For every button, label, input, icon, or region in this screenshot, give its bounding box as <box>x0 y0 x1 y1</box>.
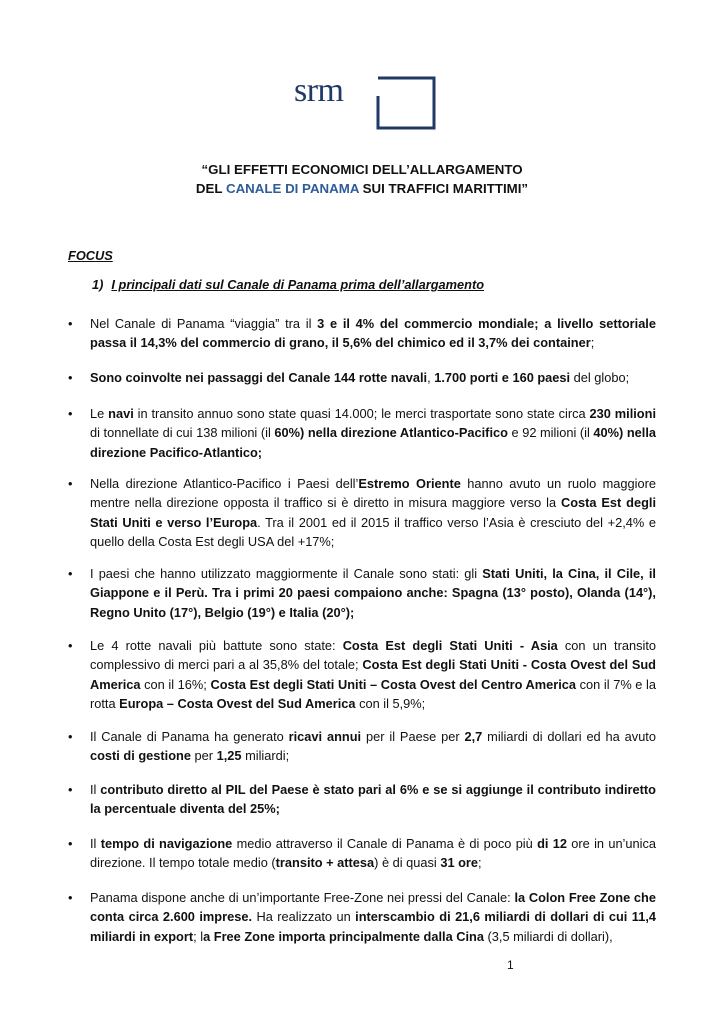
text-segment: hanno avuto un ruolo maggiore mentre nella direzione opposta il traffico si è diretto in misura maggiore verso la <box>90 476 656 511</box>
bold-text: 1,25 <box>216 748 242 764</box>
bold-text: navi <box>108 406 134 421</box>
bold-text: Estremo Oriente <box>358 476 461 491</box>
bullet-text <box>90 474 656 551</box>
bold-text: transito + attesa <box>275 855 375 871</box>
bullet-item <box>68 474 656 551</box>
text-segment: Il <box>90 782 101 797</box>
bullet-item <box>68 564 656 622</box>
bold-text: costi di gestione <box>90 748 191 764</box>
bullet-icon: • <box>68 406 73 421</box>
bold-text: interscambio di 21,6 miliardi di dollari di cui 11,4 miliardi in export <box>90 909 656 944</box>
section-heading <box>92 277 484 292</box>
text-segment: Nella direzione Atlantico-Pacifico i Paesi dell’ <box>90 476 359 491</box>
bullet-text <box>90 314 656 353</box>
page-number: 1 <box>507 958 514 972</box>
bold-text: Costa Est degli Stati Uniti - Costa Ovest del Sud America <box>90 657 656 692</box>
bullet-icon: • <box>68 782 73 797</box>
focus-heading: FOCUS <box>68 248 113 263</box>
bold-text: Costa Est degli Stati Uniti e verso l’Europa <box>90 495 656 530</box>
text-segment: . Tra il 2001 ed il 2015 il traffico verso l’Asia è cresciuto del +2,4% e quello della Costa Est degli USA del +17%; <box>90 514 656 549</box>
bullet-text <box>90 888 656 946</box>
bullet-item <box>68 834 656 873</box>
text-segment: ) è di quasi <box>374 855 441 871</box>
text-segment: (3,5 miliardi di dollari), <box>483 928 613 944</box>
title-line-2: DEL CANALE DI PANAMA SUI TRAFFICI MARITTIMI” <box>195 181 529 196</box>
text-segment: di tonnellate di cui 138 milioni (il <box>90 425 275 441</box>
bold-text: 40%) nella direzione Pacifico-Atlantico; <box>90 425 657 460</box>
text-segment: con un transito complessivo di merci pari a al 35,8% del totale; <box>90 638 656 673</box>
text-segment: Ha realizzato un <box>252 909 356 925</box>
bullet-item <box>68 368 656 387</box>
text-segment: per <box>190 748 217 764</box>
bullet-text <box>90 564 656 622</box>
section-title: I principali dati sul Canale di Panama prima dell’allargamento <box>111 277 485 292</box>
bold-text: Costa Est degli Stati Uniti – Costa Ovest del Centro America <box>210 676 577 692</box>
bold-text: contributo diretto al PIL del Paese è stato pari al 6% e se si aggiunge il contributo indiretto la percentuale diventa del 25%; <box>90 782 656 817</box>
bullet-item <box>68 314 656 353</box>
bold-text: Costa Est degli Stati Uniti - Asia <box>342 638 558 653</box>
bullet-icon: • <box>68 890 73 905</box>
text-segment: Le <box>90 406 109 421</box>
bold-text: 230 milioni <box>589 406 656 421</box>
bullet-item <box>68 636 656 713</box>
bullet-text <box>90 636 656 713</box>
bold-text: ricavi annui <box>288 729 362 744</box>
bold-text: Europa – Costa Ovest del Sud America <box>119 695 356 711</box>
bullet-item <box>68 888 656 946</box>
title-line-1: “GLI EFFETTI ECONOMICI DELL’ALLARGAMENTO <box>201 162 523 177</box>
bold-text: 31 ore <box>440 855 479 871</box>
text-segment: , <box>427 370 435 385</box>
bold-text: di 12 <box>537 836 567 851</box>
bold-text: la Colon Free Zone che conta circa 2.600 imprese. <box>90 890 656 925</box>
text-segment: Panama dispone anche di un’importante Free-Zone nei pressi del Canale: <box>90 890 515 905</box>
bold-text: Stati Uniti, la Cina, il Cile, il Giappone e il Perù. Tra i primi 20 paesi compaiono anche: Spagna (13° posto), Olanda (14°), Regno Unito (17°), Belgio (19°) e Italia (20°); <box>90 566 656 620</box>
text-segment: Il <box>90 836 101 851</box>
title-highlight: CANALE DI PANAMA <box>225 181 359 196</box>
bullet-icon: • <box>68 370 73 385</box>
bold-text: a Free Zone importa principalmente dalla Cina <box>203 928 484 944</box>
text-segment: Le 4 rotte navali più battute sono state: <box>90 638 343 653</box>
bullet-text <box>90 727 656 766</box>
text-segment: Nel Canale di Panama “viaggia” tra il <box>90 316 318 331</box>
bullet-icon: • <box>68 638 73 653</box>
text-segment: I paesi che hanno utilizzato maggiormente il Canale sono stati: gli <box>90 566 483 581</box>
text-segment: con il 16%; <box>140 676 211 692</box>
text-segment: e 92 milioni (il <box>507 425 594 441</box>
bullet-item <box>68 727 656 766</box>
text-segment: con il 7% e la rotta <box>90 676 656 711</box>
bullet-text <box>90 404 656 462</box>
logo-text: srm <box>294 72 344 109</box>
text-segment: miliardi di dollari ed ha avuto <box>482 729 656 744</box>
text-segment: ; l <box>193 928 204 944</box>
bold-text: tempo di navigazione <box>100 836 233 851</box>
bullet-text <box>90 834 656 873</box>
bold-text: 1.700 porti e 160 paesi <box>434 370 571 385</box>
logo-square-icon <box>376 76 436 130</box>
bullet-icon: • <box>68 566 73 581</box>
bullet-item <box>68 780 656 819</box>
text-segment: miliardi; <box>241 748 290 764</box>
srm-logo <box>294 74 436 130</box>
bullet-icon: • <box>68 476 73 491</box>
bold-text: 60%) nella direzione Atlantico-Pacifico <box>274 425 508 441</box>
text-segment: con il 5,9%; <box>355 695 426 711</box>
bullet-icon: • <box>68 316 73 331</box>
bullet-item <box>68 404 656 462</box>
text-segment: per il Paese per <box>361 729 465 744</box>
bold-text: Sono coinvolte nei passaggi del Canale 144 rotte navali <box>90 370 428 385</box>
text-segment: Il Canale di Panama ha generato <box>90 729 289 744</box>
text-segment: del globo; <box>570 370 630 385</box>
bold-text: 2,7 <box>464 729 483 744</box>
bold-text: 3 e il 4% del commercio mondiale; a livello settoriale passa il 14,3% del commercio di grano, il 5,6% del chimico ed il 3,7% dei container <box>90 316 656 351</box>
text-segment: ; <box>478 855 482 871</box>
bullet-text <box>90 368 656 387</box>
section-number: 1) <box>92 277 104 292</box>
text-segment: medio attraverso il Canale di Panama è di poco più <box>232 836 538 851</box>
document-title <box>0 160 724 198</box>
bullet-text <box>90 780 656 819</box>
bullet-icon: • <box>68 729 73 744</box>
text-segment: ore in un’unica direzione. Il tempo totale medio ( <box>90 836 656 871</box>
bullet-icon: • <box>68 836 73 851</box>
text-segment: in transito annuo sono state quasi 14.000; le merci trasportate sono state circa <box>133 406 590 421</box>
text-segment: ; <box>590 335 595 351</box>
